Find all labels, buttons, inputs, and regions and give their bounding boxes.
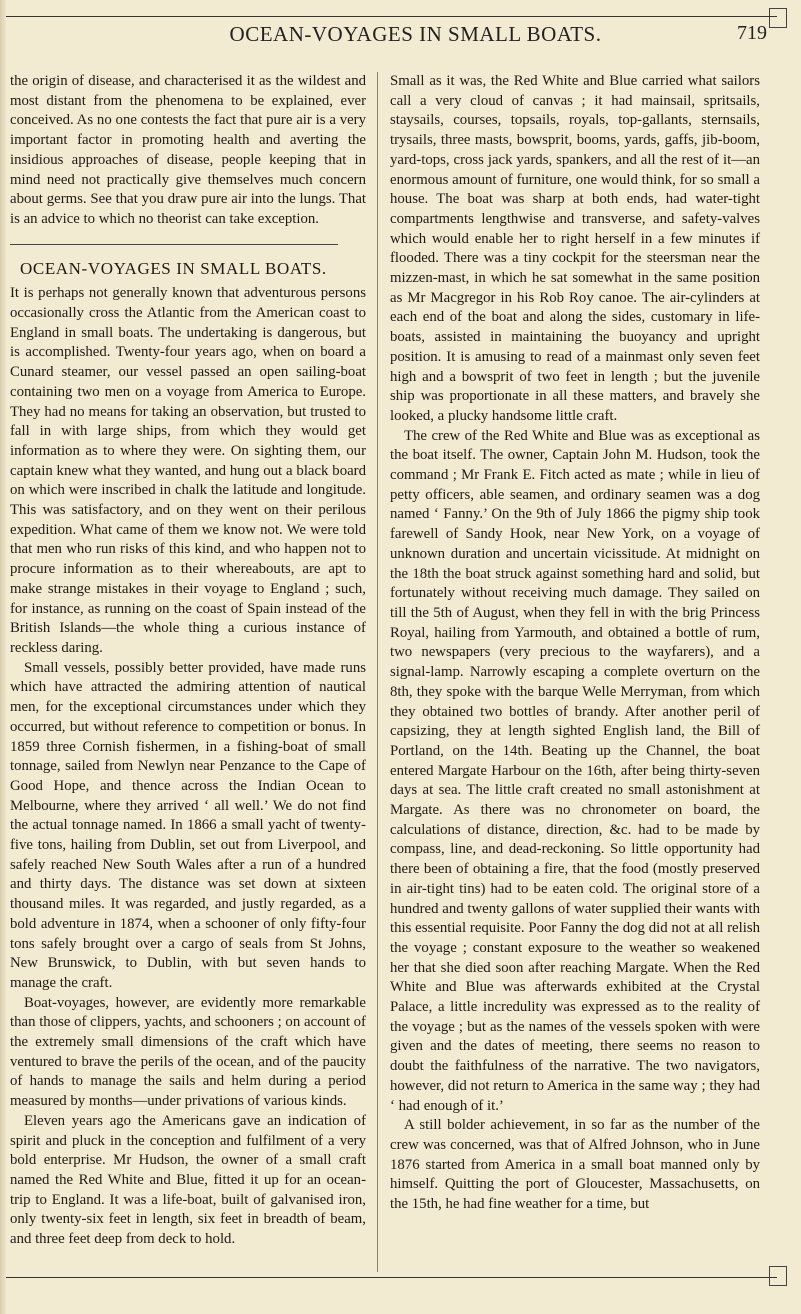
body-paragraph: Eleven years ago the Americans gave an indication of spirit and pluck in the conception and fulfilment of a very bold enterprise. Mr Hudson, the owner of a small craft named the Red White and Blue, fitted it up for an ocean-trip to England. It was a life-boat, built of galvanised iron, only twenty-six feet in length, six feet in breadth of beam, and three feet deep from deck to hold. xyxy=(10,1112,366,1248)
running-head xyxy=(0,22,771,52)
page-number: 719 xyxy=(737,22,767,44)
body-paragraph: Small vessels, possibly better provided, have made runs which have attracted the admiring attention of nautical men, for the exceptional circumstances under which they occurred, but without reference to competition or bonus. In 1859 three Cornish fishermen, in a fishing-boat of small tonnage, sailed from Newlyn near Penzance to the Cape of Good Hope, and thence across the Indian Ocean to Melbourne, where they arrived ‘ all well.’ We do not find the actual tonnage named. In 1866 a small yacht of twenty-five tons, hailing from Dublin, set out from Liverpool, and safely reached New South Wales after a run of a hundred and thirty days. The distance was set down at sixteen thousand miles. It was regarded, and justly regarded, as a bold adventure in 1874, when a schooner of only fifty-four tons safely brought over a cargo of seals from St Johns, New Brunswick, to Dublin, with but seven hands to manage the craft. xyxy=(10,659,366,991)
body-paragraph: Small as it was, the Red White and Blue carried what sailors call a very cloud of canvas ; it had mainsail, spritsails, staysails, courses, topsails, royals, top-gallants, sternsails, trysails, three masts, bowsprit, booms, yards, gaffs, jib-boom, yard-tops, cross jack yards, spankers, and all the rest of it—an enormous amount of furniture, one would think, for so small a house. The boat was sharp at both ends, had water-tight compartments lengthwise and transverse, and safety-valves which would enable her to right herself in a few minutes if flooded. There was a tiny cockpit for the steersman near the mizzen-mast, in which he sat somewhat in the same position as Mr Macgregor in his Rob Roy canoe. The air-cylinders at each end of the boat and along the sides, customary in life-boats, assisted in maintaining the buoyancy and upright position. It is amusing to read of a mainmast only seven feet high and a bowsprit of two feet in length ; but the juvenile ship was proportionate in all these matters, and bravely she looked, a plucky handsome little craft. xyxy=(390,73,760,424)
crop-mark-bottom xyxy=(769,1266,787,1286)
body-paragraph: A still bolder achievement, in so far as the number of the crew was concerned, was that of Alfred Johnson, who in June 1876 started from America in a small boat manned only by himself. Quitting the port of Gloucester, Massachusetts, on the 15th, he had fine weather for a time, but xyxy=(390,1117,760,1213)
running-head-title: OCEAN-VOYAGES IN SMALL BOATS. xyxy=(229,22,602,46)
intro-paragraph: the origin of disease, and characterised it as the wildest and most distant from the phenomena to be explained, ever conceived. As no one contests the fact that pure air is a very important factor in promoting health and averting the insidious approaches of disease, people keeping that in mind need not practically give themselves much concern about germs. See that you draw pure air into the lungs. That is an advice to which no theorist can take exception. xyxy=(10,73,366,227)
body-paragraph: The crew of the Red White and Blue was as exceptional as the boat itself. The owner, Captain John M. Hudson, took the command ; Mr Frank E. Fitch acted as mate ; while in lieu of petty officers, able seamen, and ordinary seamen was a dog named ‘ Fanny.’ On the 9th of July 1866 the pigmy ship took farewell of Sandy Hook, near New York, on a voyage of unknown duration and uncertain vicissitude. At midnight on the 18th the boat struck against something hard and solid, but fortunately without receiving much damage. They sailed on till the 5th of August, when they fell in with the brig Princess Royal, hailing from Yarmouth, and obtained a bottle of rum, two newspapers (very precious to the wayfarers), and a signal-lamp. Narrowly escaping a complete overturn on the 8th, they spoke with the barque Welle Merryman, from which they obtained two bottles of brandy. After another peril of capsizing, they at length sighted English land, the Bill of Portland, on the 14th. Beating up the Channel, the boat entered Margate Harbour on the 16th, after being thirty-seven days at sea. The little craft created no small astonishment at Margate. As there was no chronometer on board, the calculations of distance, direction, &c. had to be made by compass, line, and dead-reckoning. So little opportunity had there been of obtaining a fire, that the food (mostly preserved in air-tight tins) had to be eaten cold. The original store of a hundred and twenty gallons of water supplied their wants with this essential requisite. Poor Fanny the dog did not at all relish the voyage ; constant exposure to the weather so weakened her that she died soon after reaching Margate. When the Red White and Blue was afterwards exhibited at the Crystal Palace, a little incredulity was expressed as to the reality of the voyage ; but as the names of the vessels spoken with were given and the dates of meeting, there seems no reason to doubt the faithfulness of the narrative. The two navigators, however, did not return to America in the same way ; they had ‘ had enough of it.’ xyxy=(390,427,760,1114)
page-edge xyxy=(0,0,6,1314)
section-heading: OCEAN-VOYAGES IN SMALL BOATS. xyxy=(20,258,327,278)
bottom-rule xyxy=(6,1277,777,1278)
body-paragraph: Boat-voyages, however, are evidently more remarkable than those of clippers, yachts, and schooners ; on account of the extremely small dimensions of the craft which have ventured to brave the perils of the ocean, and of the paucity of hands to manage the sails and helm during a period measured by months—under privations of various kinds. xyxy=(10,994,366,1110)
crop-mark-top xyxy=(769,8,787,28)
top-rule xyxy=(6,16,777,17)
body-paragraph: It is perhaps not generally known that adventurous persons occasionally cross the Atlantic from the American coast to England in small boats. The undertaking is dangerous, but is accomplished. Twenty-four years ago, when on board a Cunard steamer, our vessel passed an open sailing-boat containing two men on a voyage from America to Europe. They had no means for taking an observation, but trusted to fall in with large ships, from which they would get information as to where they were. On sighting them, our captain knew what they wanted, and hung out a black board on which were inscribed in chalk the latitude and longitude. This was satisfactory, and on they went on their perilous expedition. What came of them we know not. We were told that men who run risks of this kind, and who happen not to procure information as to their whereabouts, are apt to make strange mistakes in their voyage to England ; such, for instance, as running on the coast of Spain instead of the British Islands—the whole thing a curious instance of reckless daring. xyxy=(10,285,366,656)
section-divider xyxy=(10,244,338,245)
right-column xyxy=(390,72,760,1215)
column-divider xyxy=(377,72,378,1272)
left-column xyxy=(10,72,366,1250)
